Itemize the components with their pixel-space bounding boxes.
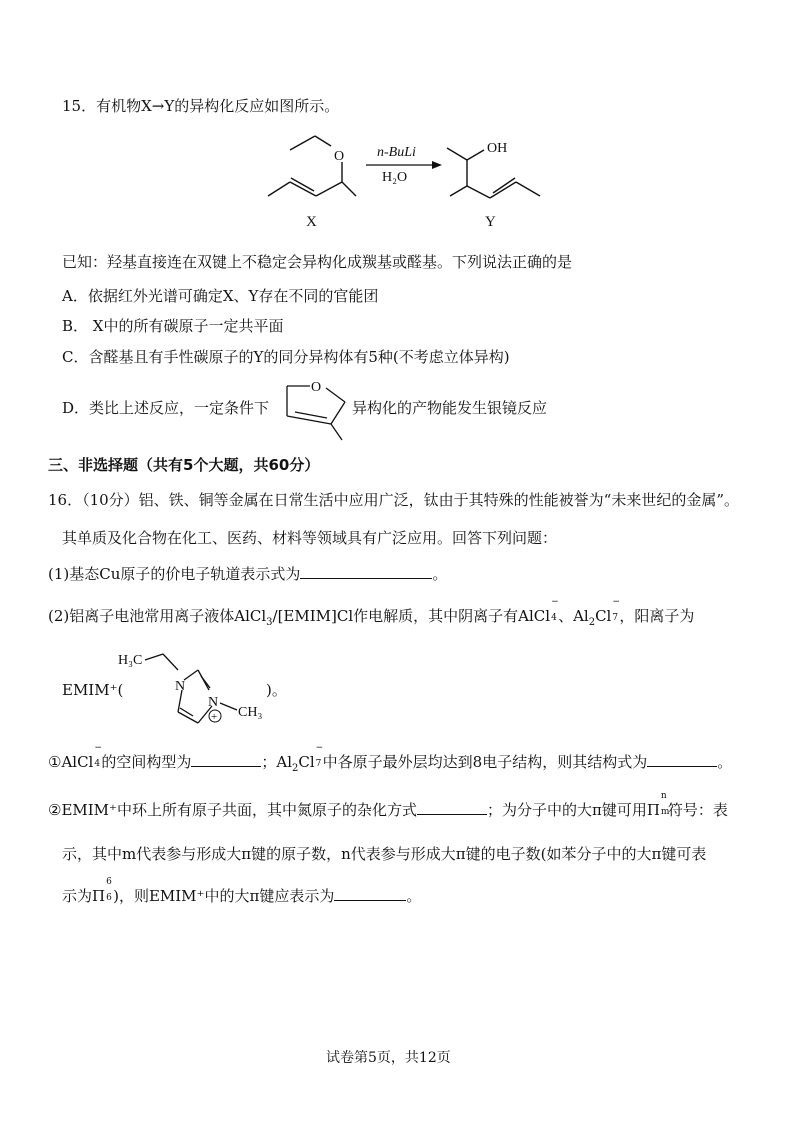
atom-n1: N bbox=[175, 679, 186, 694]
atom-o-ring: O bbox=[311, 380, 322, 395]
subscript-2: 2 bbox=[588, 617, 596, 628]
atom-n2: N bbox=[208, 695, 219, 710]
answer-blank-4[interactable] bbox=[417, 800, 487, 815]
pi-index-6-bottom: 6 bbox=[106, 893, 112, 903]
q16-sub1-b: 的空间构型为 bbox=[101, 753, 192, 771]
sub-seven: 7 bbox=[315, 759, 322, 769]
q16-sub2-c: 符号：表 bbox=[667, 801, 728, 819]
reagent-top: n-BuLi bbox=[377, 145, 416, 160]
page-footer: 试卷第5页，共12页 bbox=[326, 1050, 451, 1066]
q16-part2-a: (2)铝离子电池常用离子液体AlCl bbox=[48, 607, 267, 625]
sub-seven: 7 bbox=[612, 613, 619, 623]
atom-plus: + bbox=[211, 711, 218, 723]
q15-option-d-pre: D．类比上述反应，一定条件下 bbox=[62, 399, 270, 417]
atom-o: O bbox=[334, 149, 345, 164]
q16-sub2-line3 bbox=[62, 877, 422, 906]
q15-known: 已知：羟基直接连在双键上不稳定会异构化成羰基或醛基。下列说法正确的是 bbox=[62, 253, 573, 271]
pi-index-m: m bbox=[660, 807, 670, 817]
q16-part2-d: Cl bbox=[595, 607, 612, 625]
label-x: X bbox=[306, 214, 317, 230]
q16-part1-end: 。 bbox=[432, 565, 448, 583]
q16-sub1-f: 。 bbox=[717, 753, 733, 771]
q16-sub1-c: ；Al bbox=[261, 753, 293, 771]
sup-minus: − bbox=[612, 597, 620, 607]
q16-sub2-b: ；为分子中的大π键可用Π bbox=[486, 801, 660, 819]
pi-index-6-top: 6 bbox=[106, 877, 112, 887]
sup-minus: − bbox=[94, 743, 102, 753]
section-title: 三、非选择题（共有5个大题，共60分） bbox=[48, 456, 320, 474]
q16-part2-b: /[EMIM]Cl作电解质，其中阴离子有AlCl bbox=[272, 607, 551, 625]
charge-stack-alcl4-b bbox=[93, 743, 102, 769]
q16-sub1-e: 中各原子最外层均达到8电子结构，则其结构式为 bbox=[322, 753, 648, 771]
subscript-3: 3 bbox=[266, 617, 273, 628]
answer-blank-3[interactable] bbox=[647, 752, 717, 767]
label-y: Y bbox=[485, 214, 496, 230]
pi-index-nm bbox=[660, 791, 670, 817]
answer-blank-5[interactable] bbox=[334, 886, 406, 901]
q16-sub2-line2: 示，其中m代表参与形成大π键的原子数，n代表参与形成大π键的电子数(如苯分子中的大π键可表 bbox=[62, 845, 707, 863]
emim-label: EMIM⁺( bbox=[62, 681, 124, 699]
answer-blank-2[interactable] bbox=[191, 752, 261, 767]
q15-option-b: B． X中的所有碳原子一定共平面 bbox=[62, 317, 284, 335]
atom-h3c: H₃C bbox=[118, 653, 143, 668]
pi-index-n: n bbox=[660, 791, 667, 801]
reagent-bottom: H₂O bbox=[382, 170, 408, 185]
sup-minus: − bbox=[551, 597, 559, 607]
q16-part2-e: ，阳离子为 bbox=[619, 607, 695, 625]
pi-index-66 bbox=[105, 877, 113, 903]
q16-sub2-line3-c: 。 bbox=[406, 887, 422, 905]
charge-stack-al2cl7-b bbox=[315, 743, 324, 769]
sup-minus: − bbox=[315, 743, 324, 753]
q16-sub1 bbox=[48, 743, 733, 774]
q16-intro-1: 16．（10分）铝、铁、铜等金属在日常生活中应用广泛，钛由于其特殊的性能被誉为“未来世纪的金属”。 bbox=[48, 491, 740, 509]
q16-intro-2: 其单质及化合物在化工、医药、材料等领域具有广泛应用。回答下列问题： bbox=[62, 529, 558, 547]
sub-four: 4 bbox=[551, 613, 557, 623]
q16-sub2-line3-b: )，则EMIM⁺中的大π键应表示为 bbox=[113, 887, 335, 905]
q15-option-a: A．依据红外光谱可确定X、Y存在不同的官能团 bbox=[62, 287, 379, 305]
q16-sub2 bbox=[48, 791, 728, 820]
subscript-2: 2 bbox=[292, 763, 299, 774]
q16-sub1-a: ①AlCl bbox=[48, 753, 94, 771]
atom-ch3: CH₃ bbox=[238, 705, 263, 720]
sub-four: 4 bbox=[94, 759, 101, 769]
emim-close: )。 bbox=[266, 681, 287, 699]
q16-sub2-line3-a: 示为Π bbox=[62, 887, 106, 905]
q15-option-c: C．含醛基且有手性碳原子的Y的同分异构体有5种(不考虑立体异构) bbox=[62, 348, 510, 366]
q16-sub2-a: ②EMIM⁺中环上所有原子共面，其中氮原子的杂化方式 bbox=[48, 801, 417, 819]
q15-stem: 15．有机物X→Y的异构化反应如图所示。 bbox=[62, 97, 340, 115]
q16-sub1-d: Cl bbox=[298, 753, 315, 771]
atom-oh: OH bbox=[487, 141, 508, 156]
q16-part2-c: 、Al bbox=[558, 607, 589, 625]
q15-option-d-post: 异构化的产物能发生银镜反应 bbox=[352, 399, 548, 417]
q16-part1-text: (1)基态Cu原子的价电子轨道表示式为 bbox=[48, 565, 301, 583]
